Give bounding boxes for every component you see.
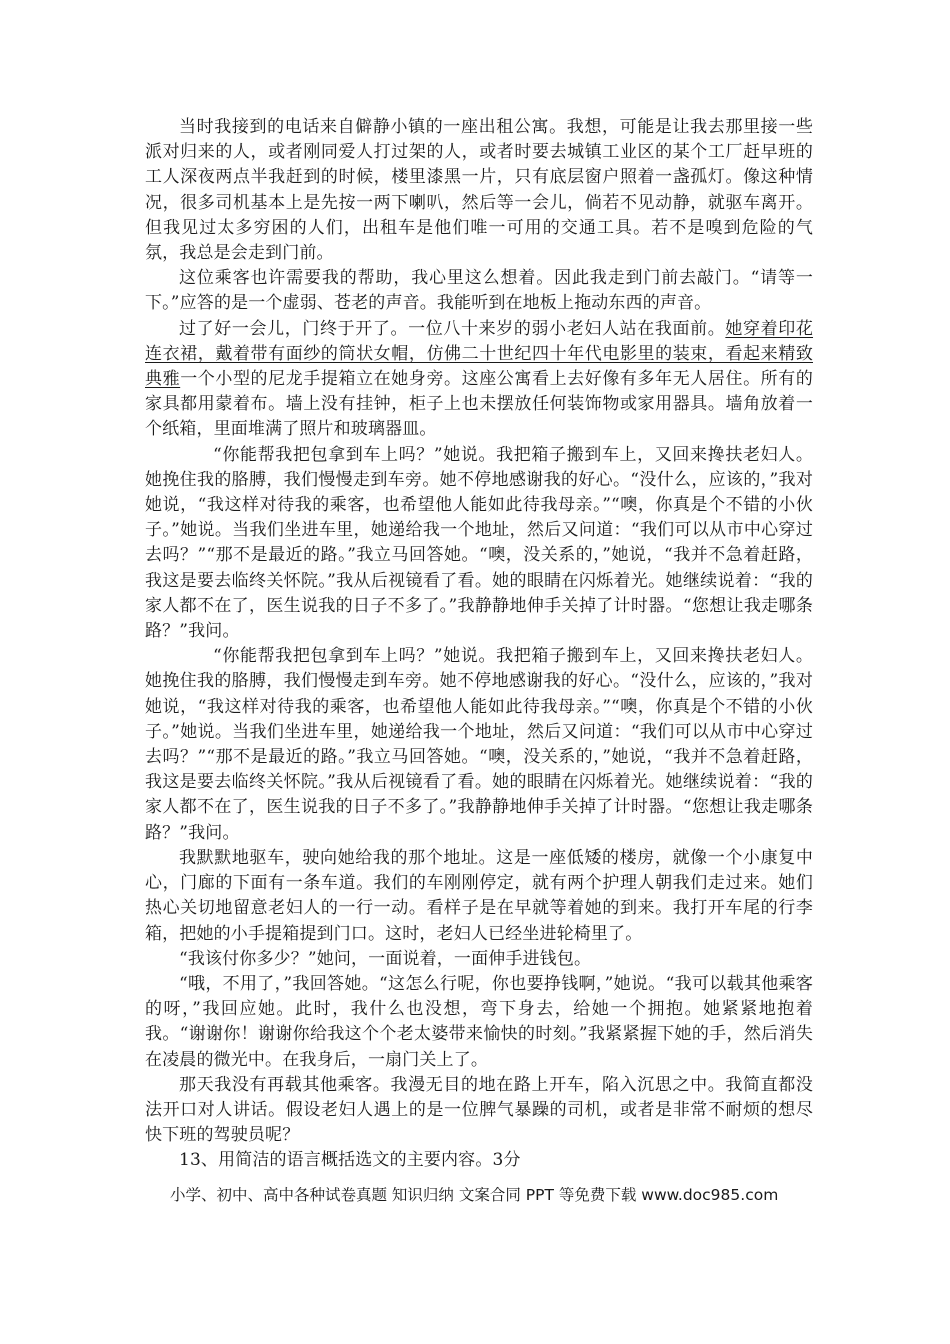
paragraph-7: “我该付你多少？”她问，一面说着，一面伸手进钱包。 (179, 948, 592, 969)
document-body (145, 115, 813, 1174)
underlined-sentence: 她穿着印花连衣裙，戴着带有面纱的筒状女帽，仿佛二十世纪四十年代电影里的装束，看起来精致典雅 (145, 318, 814, 390)
question-13: 13、用简洁的语言概括选文的主要内容。3分 (179, 1150, 521, 1171)
paragraph-9: 那天我没有再载其他乘客。我漫无目的地在路上开车，陷入沉思之中。我简直都没法开口对人讲话。假设老妇人遇上的是一位脾气暴躁的司机，或者是非常不耐烦的想尽快下班的驾驶员呢？ (145, 1074, 813, 1146)
paragraph-3-lead: 过了好一会儿，门终于开了。一位八十来岁的弱小老妇人站在我面前。 (179, 318, 726, 339)
footer-text: 小学、初中、高中各种试卷真题 知识归纳 文案合同 PPT 等免费下载 www.doc985.com (170, 1186, 779, 1204)
paragraph-5: “你能帮我把包拿到车上吗？”她说。我把箱子搬到车上，又回来搀扶老妇人。她挽住我的胳膊，我们慢慢走到车旁。她不停地感谢我的好心。“没什么，应该的，”我对她说，“我这样对待我的乘客，也希望他人能如此待我母亲。”“噢，你真是个不错的小伙子。”她说。当我们坐进车里，她递给我一个地址，然后又问道：“我们可以从市中心穿过去吗？”“那不是最近的路。”我立马回答她。“噢，没关系的，”她说，“我并不急着赶路，我这是要去临终关怀院。”我从后视镜看了看。她的眼睛在闪烁着光。她继续说着：“我的家人都不在了，医生说我的日子不多了。”我静静地伸手关掉了计时器。“您想让我走哪条路？”我问。 (145, 646, 813, 843)
paragraph-4: “你能帮我把包拿到车上吗？”她说。我把箱子搬到车上，又回来搀扶老妇人。她挽住我的胳膊，我们慢慢走到车旁。她不停地感谢我的好心。“没什么，应该的，”我对她说，“我这样对待我的乘客，也希望他人能如此待我母亲。”“噢，你真是个不错的小伙子。”她说。当我们坐进车里，她递给我一个地址，然后又问道：“我们可以从市中心穿过去吗？”“那不是最近的路。”我立马回答她。“噢，没关系的，”她说，“我并不急着赶路，我这是要去临终关怀院。”我从后视镜看了看。她的眼睛在闪烁着光。她继续说着：“我的家人都不在了，医生说我的日子不多了。”我静静地伸手关掉了计时器。“您想让我走哪条路？”我问。 (145, 444, 813, 642)
paragraph-8: “哦，不用了，”我回答她。“这怎么行呢，你也要挣钱啊，”她说。“我可以载其他乘客的呀，”我回应她。此时，我什么也没想，弯下身去，给她一个拥抱。她紧紧地抱着我。“谢谢你！谢谢你给我这个个老太婆带来愉快的时刻。”我紧紧握下她的手，然后消失在凌晨的微光中。在我身后，一扇门关上了。 (145, 973, 813, 1070)
paragraph-2: 这位乘客也许需要我的帮助，我心里这么想着。因此我走到门前去敲门。“请等一下。”应答的是一个虚弱、苍老的声音。我能听到在地板上拖动东西的声音。 (145, 268, 813, 314)
paragraph-6: 我默默地驱车，驶向她给我的那个地址。这是一座低矮的楼房，就像一个小康复中心，门廊的下面有一条车道。我们的车刚刚停定，就有两个护理人朝我们走过来。她们热心关切地留意老妇人的一行一动。看样子是在早就等着她的到来。我打开车尾的行李箱，把她的小手提箱提到门口。这时，老妇人已经坐进轮椅里了。 (145, 847, 813, 944)
paragraph-3 (145, 317, 813, 443)
paragraph-1: 当时我接到的电话来自僻静小镇的一座出租公寓。我想，可能是让我去那里接一些派对归来的人，或者刚同爱人打过架的人，或者时要去城镇工业区的某个工厂赶早班的工人深夜两点半我赶到的时候，楼里漆黑一片，只有底层窗户照着一盏孤灯。像这种情况，很多司机基本上是先按一两下喇叭，然后等一会儿，倘若不见动静，就驱车离开。但我见过太多穷困的人们，出租车是他们唯一可用的交通工具。若不是嗅到危险的气氛，我总是会走到门前。 (145, 117, 813, 264)
paragraph-3-tail: 一个小型的尼龙手提箱立在她身旁。这座公寓看上去好像有多年无人居住。所有的家具都用蒙着布。墙上没有挂钟，柜子上也未摆放任何装饰物或家用器具。墙角放着一个纸箱，里面堆满了照片和玻璃器皿。 (145, 369, 813, 440)
